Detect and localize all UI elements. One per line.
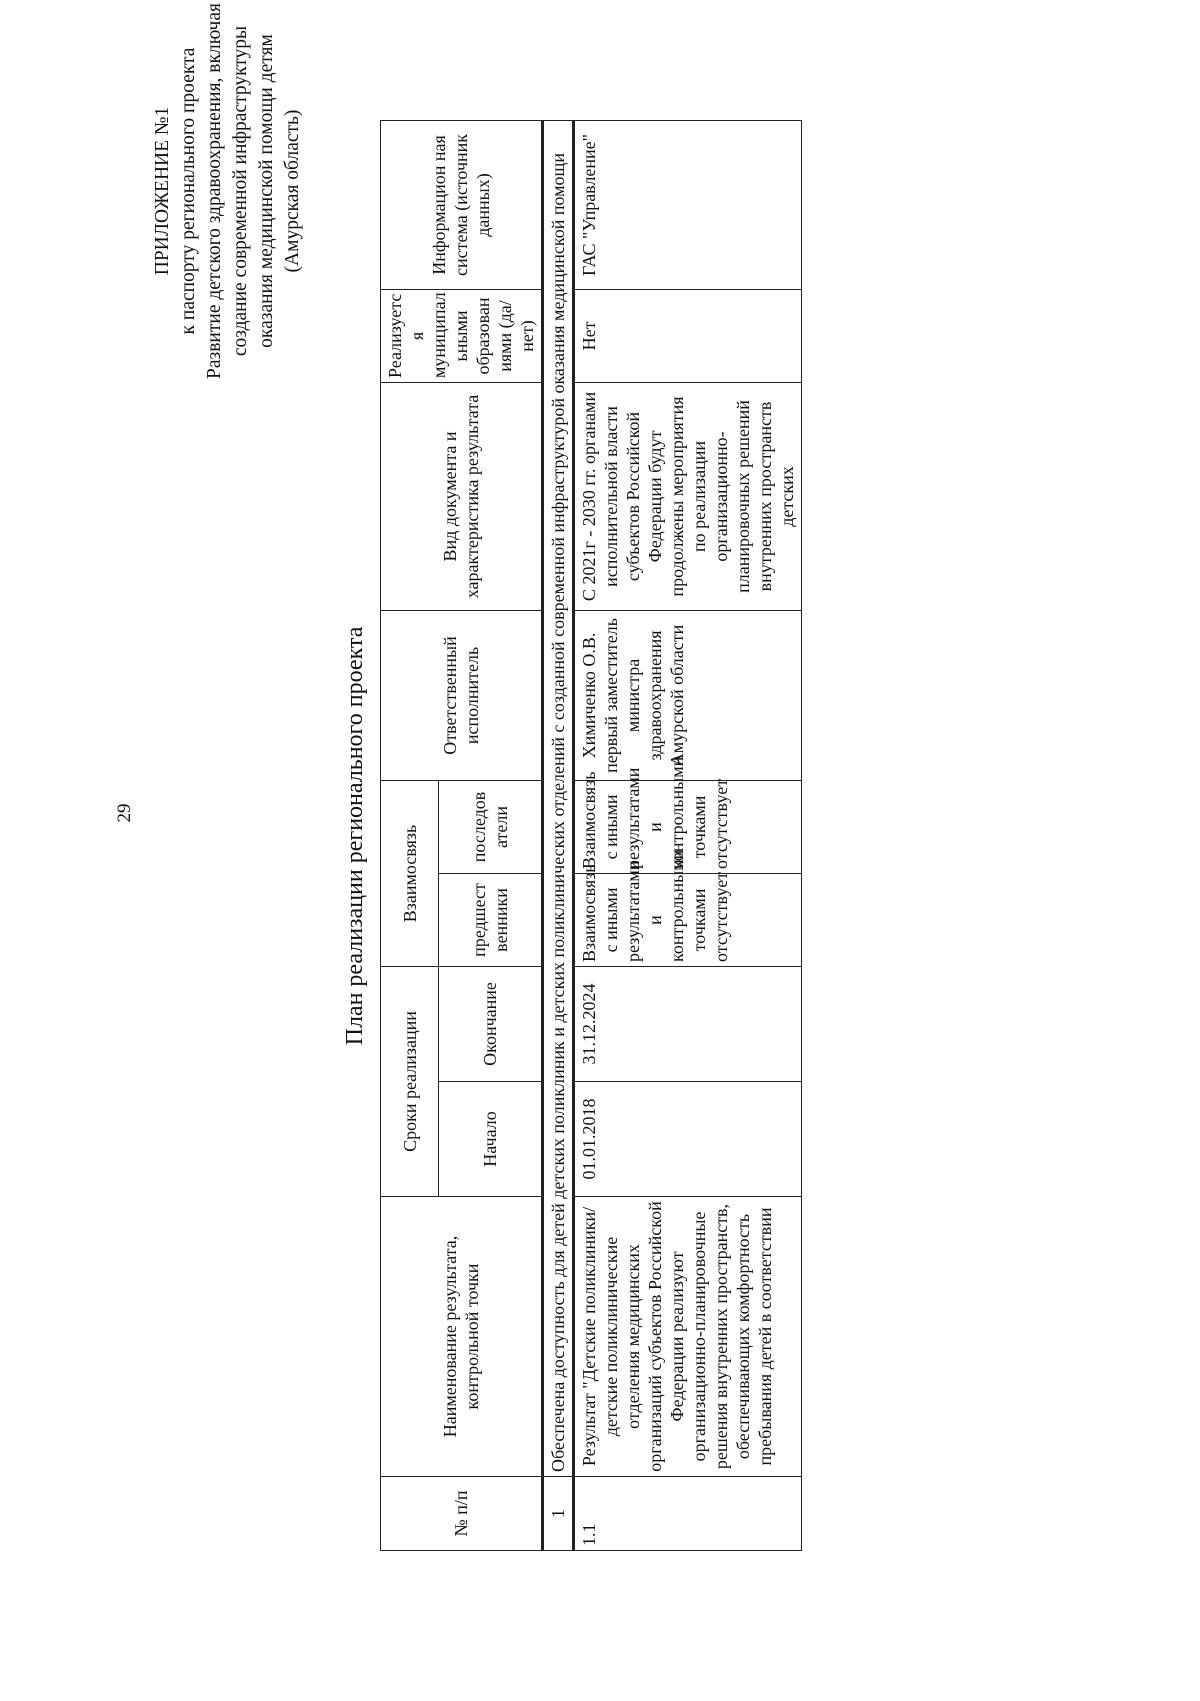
row-end: 31.12.2024 <box>574 966 802 1081</box>
appendix-line: создание современной инфраструктуры <box>230 25 251 357</box>
row-successors: Взаимосвязь с иными результатами и контрольными точками отсутствует <box>574 780 802 873</box>
plan-title: План реализации регионального проекта <box>342 626 368 1046</box>
header-doc: Вид документа и характеристика результата <box>381 382 543 610</box>
row-executor: Химиченко О.В. первый заместитель министра здравоохранения Амурской области <box>574 610 802 780</box>
header-start: Начало <box>439 1082 543 1197</box>
row-municipal: Нет <box>574 289 802 382</box>
header-successors: последов атели <box>439 780 543 873</box>
header-name: Наименование результата, контрольной точки <box>381 1197 543 1477</box>
header-end: Окончание <box>439 966 543 1081</box>
header-num: № п/п <box>381 1477 543 1551</box>
row-predecessors: Взаимосвязь с иными результатами и контрольными точками отсутствует <box>574 873 802 966</box>
appendix-line: (Амурская область) <box>282 109 303 273</box>
section-row <box>543 120 574 1550</box>
row-source: ГАС "Управление" <box>574 120 802 289</box>
row-start: 01.01.2018 <box>574 1082 802 1197</box>
row-name-text: Результат "Детские поликлиники/детские поликлинические отделения медицинских организаций субъектов Российской Федерации реализуют организационно-планировочные решения внутренних пространств, обеспечивающих комфортность пребывания детей в соответствии <box>579 1201 775 1472</box>
row-name <box>574 1197 802 1477</box>
section-text: Обеспечена доступность для детей детских поликлиник и детских поликлинических отделений с созданной современной инфраструктурой оказания медицинской помощи <box>543 120 574 1476</box>
header-link: Взаимосвязь <box>381 780 439 966</box>
row-doc: С 2021г - 2030 гг. органами исполнительной власти субъектов Российской Федерации будут продолжены мероприятия по реализации организационно-планировочных решений внутренних пространств детских <box>574 382 802 610</box>
appendix-line: к паспорту регионального проекта <box>178 47 199 335</box>
appendix-line: оказания медицинской помощи детям <box>256 34 277 348</box>
appendix-line: Развитие детского здравоохранения, включая <box>204 3 225 379</box>
page-number: 29 <box>114 803 135 823</box>
implementation-plan-table <box>380 120 802 1551</box>
appendix-line: ПРИЛОЖЕНИЕ №1 <box>152 106 173 276</box>
header-predecessors: предшест венники <box>439 873 543 966</box>
section-num: 1 <box>543 1477 574 1551</box>
header-source: Информацион ная система (источник данных) <box>381 120 543 289</box>
header-terms: Сроки реализации <box>381 966 439 1196</box>
row-num: 1.1 <box>574 1477 802 1551</box>
header-municipal: Реализуетс я муниципал ьными образован иями (да/нет) <box>381 289 543 382</box>
header-executor: Ответственный исполнитель <box>381 610 543 780</box>
appendix-header <box>150 1 306 381</box>
table-row <box>574 120 802 1550</box>
